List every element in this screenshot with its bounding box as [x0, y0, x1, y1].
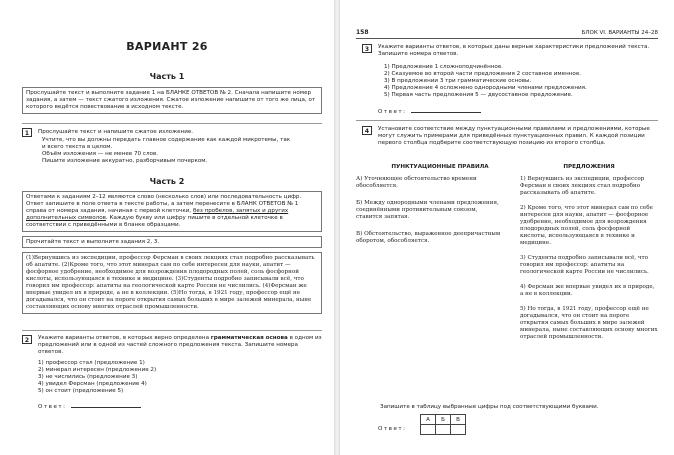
task1-body	[38, 137, 326, 165]
instruction-part2	[22, 191, 322, 232]
task4-lead: Установите соответствие между пунктуационными правилами и предложениями, которые могут служить примерами для приведённых пунктуационных правил. К каждой позиции первого столбца подберите соответствующую позицию из второго столбца.	[378, 126, 650, 146]
task2-lead-prefix: Укажите варианты ответов, в которых верно определена	[38, 335, 210, 341]
task1-number: 1	[22, 128, 32, 137]
task2-option: 1) профессор стал (предложение 1)	[38, 360, 145, 366]
answer-cell-v[interactable]	[451, 425, 466, 435]
task1-line: Учтите, что вы должны передать главное содержание как каждой микротемы, так	[42, 137, 291, 143]
answer-letter-b: Б	[436, 415, 451, 425]
answer-letter-v: В	[451, 415, 466, 425]
task2-lead	[38, 335, 322, 356]
task3-option: 5) Первая часть предложения 5 — двусоставное предложение.	[384, 92, 573, 98]
sentences-column	[520, 176, 658, 341]
task3-option: 4) Предложение 4 осложнено однородными членами предложения.	[384, 85, 587, 91]
rules-column	[356, 176, 502, 245]
task3-options	[384, 64, 658, 99]
task2-number: 2	[22, 335, 32, 344]
task2-answer-label: Ответ:	[38, 404, 67, 410]
task1-line: Объём изложения — не менее 70 слов.	[42, 151, 159, 157]
task4-number: 4	[362, 126, 372, 135]
sentence-item: 4) Ферсман же впервые увидел их в природе, а не в коллекции.	[520, 284, 655, 297]
task2-option: 5) он стоит (предложение 5)	[38, 388, 124, 394]
task2-option: 4) увидел Ферсман (предложение 4)	[38, 381, 147, 387]
task2-answer-field[interactable]	[71, 402, 141, 408]
task3-lead: Укажите варианты ответов, в которых даны верные характеристики предложений текста. Запишите номера ответов.	[378, 44, 650, 57]
task3-option: 3) В предложении 3 три грамматические основы.	[384, 78, 532, 84]
task3-option: 2) Сказуемое во второй части предложения 2 составное именное.	[384, 71, 582, 77]
task1-lead: Прослушайте текст и напишите сжатое изложение.	[38, 129, 194, 135]
task2-answer	[38, 402, 141, 411]
task3-number: 3	[362, 44, 372, 53]
running-header: БЛОК VI. ВАРИАНТЫ 24–28	[581, 30, 658, 36]
variant-title: ВАРИАНТ 26	[126, 40, 208, 53]
divider	[22, 123, 322, 124]
sentence-item: 1) Вернувшись из экспедиции, профессор Ферсман в своих лекциях стал подробно рассказывать об апатите.	[520, 176, 645, 196]
answer-table	[420, 414, 466, 435]
task2-option: 2) минерал интересен (предложение 2)	[38, 367, 157, 373]
rule-item: А) Уточняющее обстоятельство времени обособляется.	[356, 176, 477, 189]
right-page	[340, 0, 674, 455]
sentence-item: 3) Студенты подробно записывали всё, что говорил им профессор: апатиты на геологической карте России не числились.	[520, 255, 649, 275]
task3-option: 1) Предложение 1 сложноподчинённое.	[384, 64, 504, 70]
col-header-rules: ПУНКТУАЦИОННЫЕ ПРАВИЛА	[391, 164, 489, 170]
sentence-item: 5) Но тогда, в 1921 году, профессор ещё не догадывался, что он стоит на пороге открытия самых больших в мире залежей минерала, ныне составляющих основу многих отраслей промышленности.	[520, 306, 658, 340]
task3-answer-field[interactable]	[411, 107, 481, 113]
task3-answer-label: Ответ:	[378, 109, 407, 115]
task3-answer	[378, 107, 481, 116]
header-rule	[356, 38, 658, 39]
read-prompt: Прочитайте текст и выполните задания 2, 3.	[22, 236, 322, 248]
instruction2-text-b: . Каждую букву или цифру пишите в отдельной клеточке в соответствии с приведёнными в бланке образцами.	[26, 215, 283, 228]
sentence-item: 2) Кроме того, что этот минерал сам по себе интересен для науки, апатит — фосфорное удобрение, необходимое для возрождения плодородных полей, соль фосфорной кислоты, использующаяся в технике и медицине.	[520, 205, 653, 246]
task2-lead-rest: в одном из предложений или в одной из частей сложного предложения текста. Запишите номера ответов.	[38, 335, 322, 355]
task2-option: 3) не числились (предложение 3)	[38, 374, 138, 380]
table-prompt: Запишите в таблицу выбранные цифры под соответствующими буквами.	[380, 404, 599, 410]
answer-cell-a[interactable]	[421, 425, 436, 435]
instruction2-text-a: Ответами к заданиям 2–12 являются слово (несколько слов) или последовательность цифр. Ответ запишите в поле ответа в тексте работы, а затем перенесите в БЛАНК ОТВЕТОВ № 1 справа от номера задания, начиная с первой клеточки,	[26, 194, 302, 214]
answer-letter-a: А	[421, 415, 436, 425]
divider	[22, 330, 322, 331]
page-number: 158	[356, 29, 369, 36]
task1-line: и всего текста в целом.	[42, 144, 113, 150]
rule-item: В) Обстоятельство, выраженное деепричастным оборотом, обособляется.	[356, 231, 501, 244]
task4-answer-label: Ответ:	[378, 426, 407, 432]
part1-title: Часть 1	[149, 72, 185, 81]
passage: (1)Вернувшись из экспедиции, профессор Ферсман в своих лекциях стал подробно рассказывать об апатите. (2)Кроме того, что этот минерал сам по себе интересен для науки, апатит — фосфорное удобрение, необходимое для возрождения плодородных полей, соль фосфорной кислоты, использующаяся в технике и медицине. (3)Студенты подробно записывали всё, что говорил им профессор: апатиты на геологической карте России не числились. (4)Ферсман же впервые увидел их в природе, а не в коллекции. (5)Но тогда, в 1921 году, профессор ещё не догадывался, что он стоит на пороге открытия самых больших в мире залежей минерала, ныне составляющих основу многих отраслей промышленности.	[22, 252, 322, 314]
rule-item: Б) Между однородными членами предложения, соединёнными противительным союзом, ставится запятая.	[356, 200, 499, 220]
answer-cell-b[interactable]	[436, 425, 451, 435]
col-header-sentences: ПРЕДЛОЖЕНИЯ	[563, 164, 615, 170]
divider	[356, 120, 658, 121]
left-page	[0, 0, 334, 455]
task1-line: Пишите изложение аккуратно, разборчивым почерком.	[42, 158, 208, 164]
instruction2-underlined: без пробелов, запятых и других дополнительных символов	[26, 208, 289, 221]
task2-options	[38, 360, 318, 395]
part2-title: Часть 2	[149, 177, 185, 186]
instruction-part1: Прослушайте текст и выполните задание 1 на БЛАНКЕ ОТВЕТОВ № 2. Сначала напишите номер задания, а затем — текст сжатого изложения. Сжатое изложение напишите от того же лица, от которого ведётся повествование в исходном тексте.	[22, 87, 322, 114]
task2-lead-bold: грамматическая основа	[210, 335, 288, 341]
